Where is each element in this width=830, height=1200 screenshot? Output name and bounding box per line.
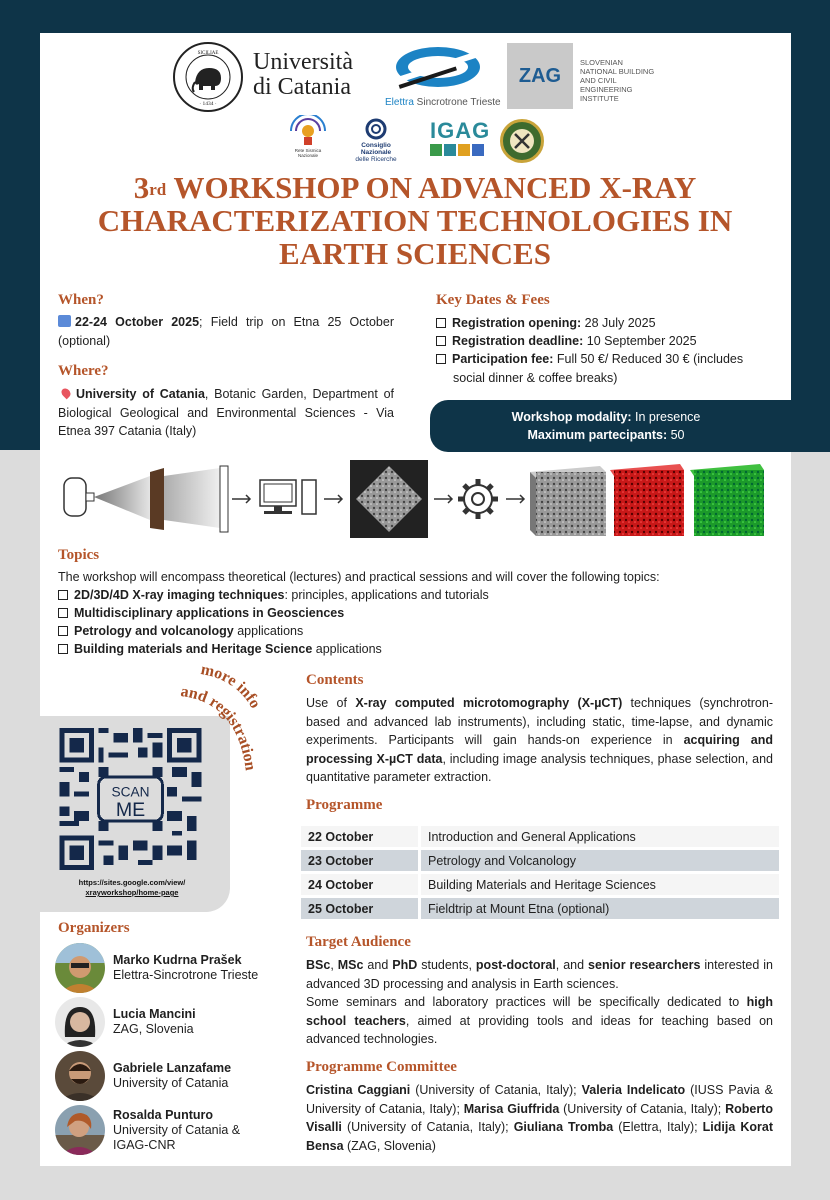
target-p2b: high school teachers: [306, 995, 773, 1028]
checkbox-icon: [58, 608, 68, 618]
xray-beam: [94, 476, 150, 520]
committee-name: Lidija Korat Bensa: [306, 1120, 773, 1153]
igag-mark: IGAG: [430, 118, 491, 143]
modality-label: Workshop modality:: [511, 410, 632, 424]
contents-heading: Contents: [306, 672, 364, 688]
topic-item: [58, 604, 344, 623]
arrow-icon: [324, 495, 342, 503]
elettra-logo: [393, 42, 483, 92]
target-p2c: , aimed at providing tools and ideas for teaching based on advanced technologies.: [306, 1013, 773, 1046]
cnr-line2: delle Ricerche: [355, 156, 397, 163]
committee-name: Marisa Giuffrida: [463, 1101, 560, 1116]
title-line3: EARTH SCIENCES: [279, 236, 551, 271]
organizers-heading: Organizers: [58, 920, 130, 936]
avatar: [55, 1051, 105, 1101]
target-p2: [306, 993, 773, 1049]
organizer-name: Gabriele Lanzafame: [113, 1061, 232, 1075]
cnr-mark-icon: [365, 118, 387, 140]
key-date-label: Registration opening:: [452, 316, 582, 330]
topic-bold: 2D/3D/4D X-ray imaging techniques: [74, 588, 285, 602]
grey-volume-cube: [530, 466, 606, 536]
committee-heading: Programme Committee: [306, 1059, 457, 1075]
committee-text: [306, 1081, 773, 1155]
target-t4: , and: [555, 958, 589, 972]
target-b1: BSc: [306, 958, 331, 972]
topic-bold: Multidisciplinary applications in Geosciences: [74, 606, 345, 620]
contents-b1: X-ray computed microtomography (X-µCT): [355, 696, 623, 710]
when-rest: ; Field trip on Etna 25 October (optional): [58, 315, 394, 348]
committee-aff: (Elettra, Italy);: [613, 1120, 703, 1134]
location-pin-icon: [60, 387, 73, 400]
organizer-affiliation: Elettra-Sincrotrone Trieste: [113, 968, 259, 982]
organizer-entry: [113, 1061, 231, 1091]
seal-year: · 1434 ·: [199, 101, 217, 107]
zag-line4: INSTITUTE: [580, 94, 619, 103]
title-line1: WORKSHOP ON ADVANCED X-RAY: [166, 170, 697, 205]
computer-icon: [260, 480, 316, 514]
avatar: [55, 1105, 105, 1155]
programme-desc: Fieldtrip at Mount Etna (optional): [421, 898, 779, 919]
organizer-name: Lucia Mancini: [113, 1007, 196, 1021]
calendar-icon: [58, 315, 71, 327]
registration-link[interactable]: [62, 878, 202, 898]
key-date-value: 28 July 2025: [581, 316, 656, 330]
organizer-name: Rosalda Punturo: [113, 1108, 214, 1122]
programme-desc: Introduction and General Applications: [421, 826, 779, 847]
sample-icon: [150, 468, 164, 530]
target-t1: ,: [330, 958, 338, 972]
seal-text: SICILIAE: [197, 51, 219, 56]
checkbox-icon: [436, 336, 446, 346]
checkbox-icon: [436, 354, 446, 364]
zag-line1: SLOVENIAN: [580, 58, 623, 67]
target-b5: senior researchers: [588, 958, 701, 972]
participants-value: 50: [667, 428, 685, 442]
key-date-value: 10 September 2025: [583, 334, 697, 348]
key-dates-heading: Key Dates & Fees: [436, 292, 550, 308]
where-place: University of Catania: [76, 387, 205, 401]
where-rest: , Botanic Garden, Department of Biological Geological and Environmental Sciences - Via Etnea 397 Catania (Italy): [58, 387, 394, 438]
title-number: 3: [133, 170, 150, 205]
when-dates: 22-24 October 2025: [75, 315, 200, 329]
curve-line2: and registration: [179, 683, 259, 772]
zag-line2: NATIONAL BUILDING: [580, 67, 655, 76]
where-text: [58, 385, 394, 441]
topic-item: [58, 622, 303, 641]
organizer-affiliation: ZAG, Slovenia: [113, 1022, 194, 1036]
programme-desc: Building Materials and Heritage Sciences: [421, 874, 779, 895]
cnr-line1: Consiglio Nazionale: [360, 142, 392, 156]
key-date-label: Participation fee:: [452, 352, 554, 366]
organizer-affiliation: University of Catania: [113, 1076, 229, 1090]
contents-p2: techniques (synchrotron-based and advanced lab instruments), including static, time-lapse, and dynamic experiments. Participants will gain hands-on experience in: [306, 696, 773, 747]
scan-label: SCAN: [111, 784, 150, 800]
participants-label: Maximum partecipants:: [527, 428, 668, 442]
key-date-item: [436, 332, 776, 351]
title-ordinal: rd: [149, 180, 167, 199]
topics-intro: The workshop will encompass theoretical (lectures) and practical sessions and will cover the following topics:: [58, 570, 660, 584]
topic-item: [58, 586, 489, 605]
unict-seal-logo: [173, 42, 243, 112]
checkbox-icon: [58, 644, 68, 654]
committee-aff: (IUSS Pavia & University of Catania, Italy);: [306, 1083, 773, 1116]
avatar: [55, 997, 105, 1047]
target-heading: Target Audience: [306, 934, 411, 950]
arrow-icon: [434, 495, 452, 503]
key-date-label: Registration deadline:: [452, 334, 584, 348]
committee-name: Cristina Caggiani: [306, 1083, 411, 1097]
committee-name: Giuliana Tromba: [513, 1120, 614, 1134]
topics-heading: Topics: [58, 547, 100, 563]
table-row: [301, 874, 779, 895]
programme-day: 24 October: [301, 874, 421, 895]
key-date-value: Full 50 €/ Reduced 30 € (includes social dinner & coffee breaks): [453, 352, 744, 385]
xray-source-icon: [64, 478, 94, 516]
programme-day: 22 October: [301, 826, 421, 847]
topic-rest: : principles, applications and tutorials: [284, 588, 489, 602]
green-volume-cube: [690, 464, 764, 536]
topic-rest: applications: [312, 642, 382, 656]
table-row: [301, 898, 779, 919]
organizer-affiliation: University of Catania &: [113, 1123, 241, 1137]
committee-aff: (University of Catania, Italy);: [559, 1101, 726, 1116]
elettra-text: [385, 97, 501, 108]
target-t5: interested in advanced 3D processing and analysis in Earth sciences.: [306, 958, 773, 991]
programme-table: [301, 823, 779, 922]
arrow-icon: [506, 495, 524, 503]
url-line2: xrayworkshop/home-page: [85, 888, 179, 897]
committee-aff: (ZAG, Slovenia): [343, 1138, 436, 1153]
contents-p3: , including image analysis techniques, phase selection, and quantitative parameter extraction.: [306, 751, 773, 784]
target-p2a: Some seminars and laboratory practices will be specifically dedicated to: [306, 995, 747, 1009]
curve-line1: more info: [199, 662, 264, 712]
topic-rest: applications: [233, 624, 304, 638]
table-row: [301, 850, 779, 871]
zag-logo: ZAG: [507, 43, 573, 109]
elettra-word: Elettra: [385, 97, 414, 108]
detector-icon: [220, 466, 228, 532]
contents-p1: Use of: [306, 696, 356, 710]
crossed-hammers-seal-logo: [500, 119, 544, 163]
programme-heading: Programme: [306, 797, 383, 813]
red-volume-cube: [610, 464, 684, 536]
contents-b2: acquiring and processing X-µCT data: [306, 733, 773, 766]
checkbox-icon: [436, 318, 446, 328]
gear-icon: [458, 479, 498, 519]
organizer-entry: [113, 1108, 240, 1153]
qr-code[interactable]: [58, 728, 203, 870]
zag-line3: AND CIVIL ENGINEERING: [580, 76, 633, 94]
key-date-item: [436, 314, 776, 333]
unict-line2: di Catania: [253, 74, 351, 100]
table-row: [301, 826, 779, 847]
contents-text: [306, 694, 773, 787]
organizer-entry: [113, 1007, 196, 1037]
me-label: ME: [115, 799, 146, 822]
checkbox-icon: [58, 626, 68, 636]
target-b2: MSc: [337, 958, 364, 972]
target-t2: and: [363, 958, 393, 972]
target-b3: PhD: [392, 958, 418, 972]
target-b4: post-doctoral: [475, 958, 556, 972]
committee-name: Valeria Indelicato: [581, 1083, 686, 1097]
programme-day: 25 October: [301, 898, 421, 919]
organizer-entry: [113, 953, 258, 983]
modality-value: In presence: [631, 410, 701, 424]
elephant-icon: [175, 44, 241, 110]
committee-name: Roberto Visalli: [306, 1101, 773, 1134]
organizer-affiliation-2: IGAG-CNR: [113, 1138, 176, 1152]
zag-text: [580, 58, 670, 103]
igag-logo: [430, 118, 491, 160]
checkbox-icon: [58, 590, 68, 600]
unict-wordmark: [253, 50, 353, 100]
when-text: [58, 313, 394, 350]
committee-aff: (University of Catania, Italy);: [410, 1083, 582, 1097]
sincrotrone-word: Sincrotrone Trieste: [413, 97, 501, 108]
title-line2: CHARACTERIZATION TECHNOLOGIES IN: [97, 203, 733, 238]
rsn-text: Rete Sismica Nazionale: [294, 148, 322, 158]
cnr-logo: [348, 118, 404, 162]
topic-bold: Building materials and Heritage Science: [74, 642, 313, 656]
avatar: [55, 943, 105, 993]
programme-day: 23 October: [301, 850, 421, 871]
target-t3: students,: [417, 958, 476, 972]
topic-item: [58, 640, 382, 659]
tomographic-slice-image: [350, 460, 428, 538]
unict-line1: Università: [253, 49, 353, 75]
arrow-icon: [232, 495, 250, 503]
programme-desc: Petrology and Volcanology: [421, 850, 779, 871]
rsn-logo: [286, 115, 330, 159]
where-heading: Where?: [58, 363, 109, 379]
url-line1: https://sites.google.com/view/: [78, 878, 186, 887]
organizer-name: Marko Kudrna Prašek: [113, 953, 242, 967]
transmitted-beam: [164, 468, 220, 528]
key-date-item: [436, 350, 776, 387]
modality-banner: [430, 400, 830, 452]
target-p1: [306, 956, 773, 993]
workshop-title: [60, 171, 770, 270]
committee-aff: (University of Catania, Italy);: [341, 1120, 514, 1134]
topic-bold: Petrology and volcanology: [74, 624, 234, 638]
xct-workflow-diagram: [60, 458, 770, 540]
when-heading: When?: [58, 292, 104, 308]
